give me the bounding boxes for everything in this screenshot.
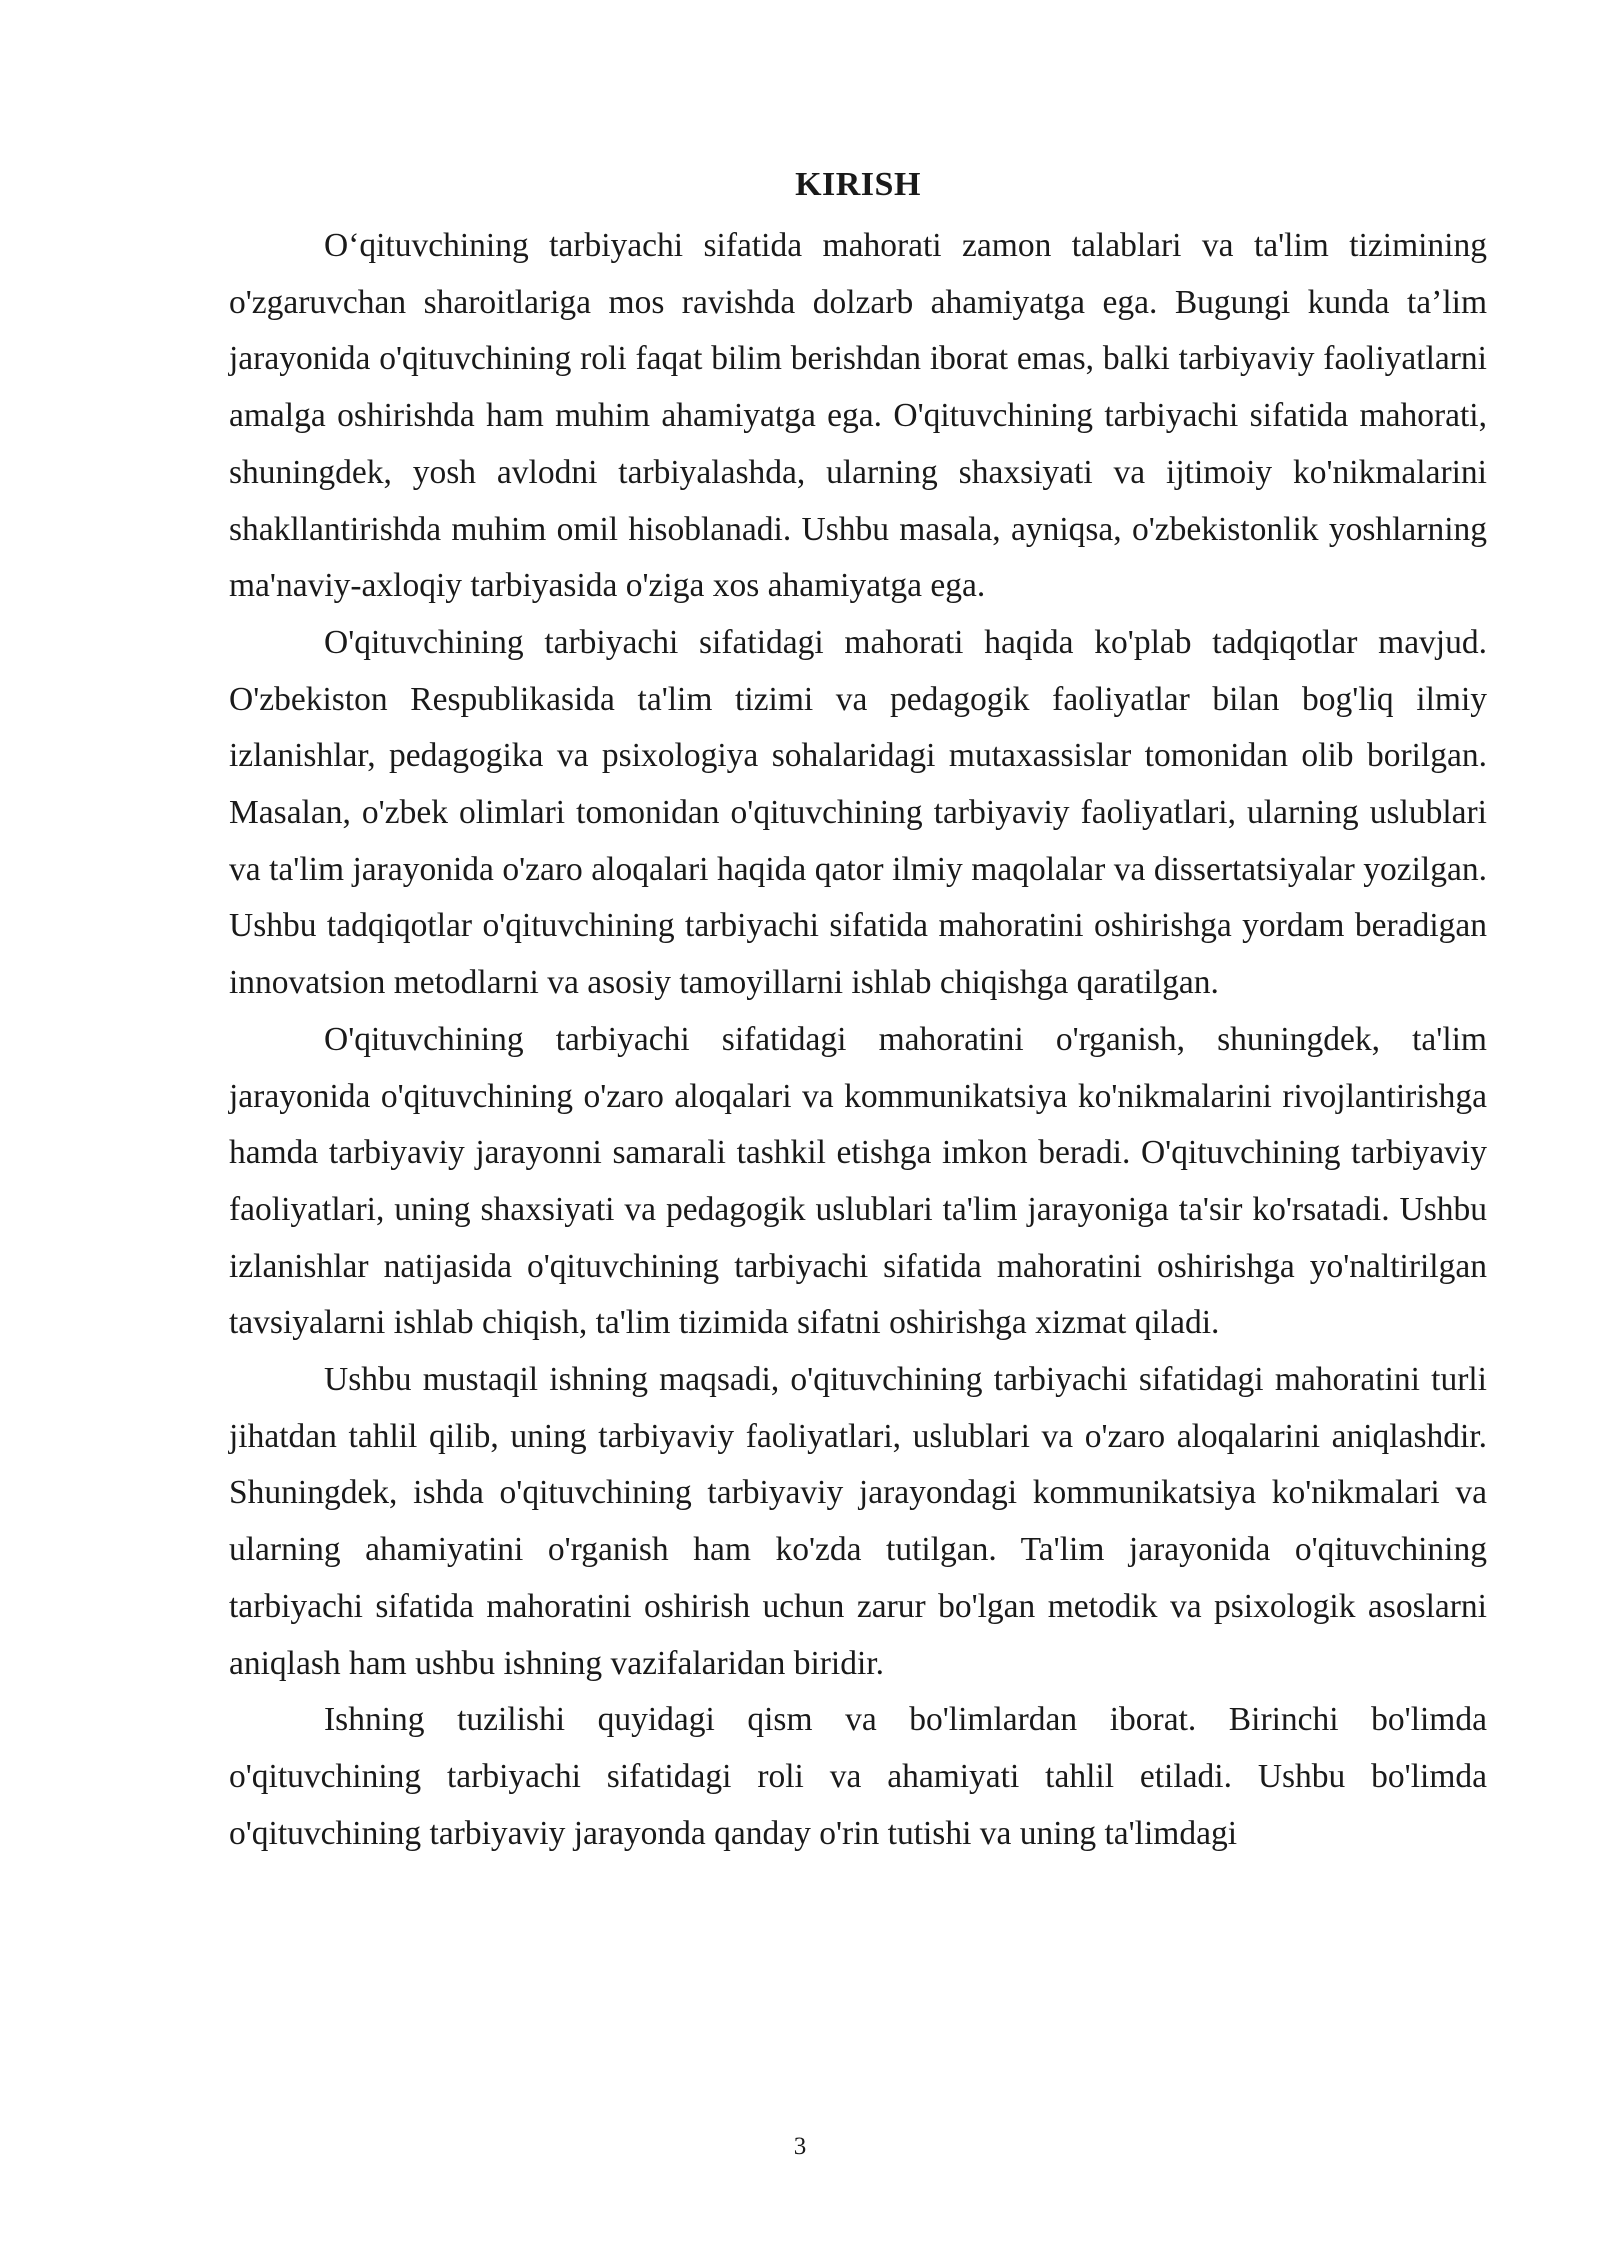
section-title: KIRISH	[795, 166, 921, 203]
paragraph-3: O'qituvchining tarbiyachi sifatidagi mahoratini o'rganish, shuningdek, ta'lim jarayonida o'qituvchining o'zaro aloqalari va kommunikatsiya ko'nikmalarini rivojlantirishga hamda tarbiyaviy jarayonni samarali tashkil etishga imkon beradi. O'qituvchining tarbiyaviy faoliyatlari, uning shaxsiyati va pedagogik uslublari ta'lim jarayoniga ta'sir ko'rsatadi. Ushbu izlanishlar natijasida o'qituvchining tarbiyachi sifatida mahoratini oshirishga yo'naltirilgan tavsiyalarni ishlab chiqish, ta'lim tizimida sifatni oshirishga xizmat qiladi.	[229, 1020, 1487, 1342]
paragraph-4: Ushbu mustaqil ishning maqsadi, o'qituvchining tarbiyachi sifatidagi mahoratini turli jihatdan tahlil qilib, uning tarbiyaviy faoliyatlari, uslublari va o'zaro aloqalarini aniqlashdir. Shuningdek, ishda o'qituvchining tarbiyaviy jarayondagi kommunikatsiya ko'nikmalari va ularning ahamiyatini o'rganish ham ko'zda tutilgan. Ta'lim jarayonida o'qituvchining tarbiyachi sifatida mahoratini oshirish uchun zarur bo'lgan metodik va psixologik asoslarni aniqlash ham ushbu ishning vazifalaridan biridir.	[229, 1361, 1487, 1682]
page-content	[229, 160, 1487, 1862]
paragraph-1: O‘qituvchining tarbiyachi sifatida mahorati zamon talablari va ta'lim tizimining o'zgaruvchan sharoitlariga mos ravishda dolzarb ahamiyatga ega. Bugungi kunda ta’lim jarayonida o'qituvchining roli faqat bilim berishdan iborat emas, balki tarbiyaviy faoliyatlarni amalga oshirishda ham muhim ahamiyatga ega. O'qituvchining tarbiyachi sifatida mahorati, shuningdek, yosh avlodni tarbiyalashda, ularning shaxsiyati va ijtimoiy ko'nikmalarini shakllantirishda muhim omil hisoblanadi. Ushbu masala, ayniqsa, o'zbekistonlik yoshlarning ma'naviy-axloqiy tarbiyasida o'ziga xos ahamiyatga ega.	[229, 227, 1487, 605]
page-number: 3	[793, 2133, 807, 2160]
paragraph-2: O'qituvchining tarbiyachi sifatidagi mahorati haqida ko'plab tadqiqotlar mavjud. O'zbekiston Respublikasida ta'lim tizimi va pedagogik faoliyatlar bilan bog'liq ilmiy izlanishlar, pedagogika va psixologiya sohalaridagi mutaxassislar tomonidan olib borilgan. Masalan, o'zbek olimlari tomonidan o'qituvchining tarbiyaviy faoliyatlari, ularning uslublari va ta'lim jarayonida o'zaro aloqalari haqida qator ilmiy maqolalar va dissertatsiyalar yozilgan. Ushbu tadqiqotlar o'qituvchining tarbiyachi sifatida mahoratini oshirishga yordam beradigan innovatsion metodlarni va asosiy tamoyillarni ishlab chiqishga qaratilgan.	[229, 623, 1487, 1002]
paragraph-5: Ishning tuzilishi quyidagi qism va bo'limlardan iborat. Birinchi bo'limda o'qituvchining tarbiyachi sifatidagi roli va ahamiyati tahlil etiladi. Ushbu bo'limda o'qituvchining tarbiyaviy jarayonda qanday o'rin tutishi va uning ta'limdagi	[229, 1701, 1487, 1852]
